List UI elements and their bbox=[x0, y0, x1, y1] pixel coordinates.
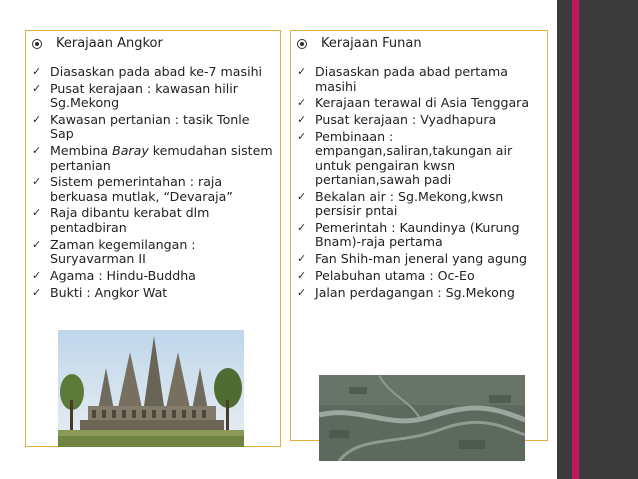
list-item-text: Pusat kerajaan : Vyadhapura bbox=[315, 111, 497, 127]
list-item-text: Jalan perdagangan : Sg.Mekong bbox=[315, 284, 515, 300]
list-item-text: Raja dibantu kerabat dlm pentadbiran bbox=[50, 205, 214, 235]
angkor-list bbox=[32, 65, 276, 302]
list-item-text: Pelabuhan utama : Oc-Eo bbox=[315, 267, 475, 283]
checkmark-icon: ✓ bbox=[297, 285, 307, 299]
list-item bbox=[32, 206, 276, 235]
list-item-text: Zaman kegemilangan : Suryavarman II bbox=[50, 236, 200, 267]
list-item bbox=[32, 269, 276, 284]
list-item-text: Membina Baray kemudahan sistem pertanian bbox=[50, 143, 277, 173]
angkor-heading-row bbox=[32, 35, 163, 52]
accent-stripe bbox=[572, 0, 579, 479]
list-item bbox=[32, 286, 276, 301]
list-item bbox=[297, 130, 543, 188]
list-item-text: Kerajaan terawal di Asia Tenggara bbox=[315, 95, 530, 111]
list-item bbox=[32, 144, 276, 173]
funan-heading-row bbox=[297, 35, 422, 52]
list-item-text: Bekalan air : Sg.Mekong,kwsn persisir pntai bbox=[315, 188, 508, 219]
checkmark-icon: ✓ bbox=[297, 268, 307, 282]
checkmark-icon: ✓ bbox=[32, 285, 42, 299]
decorative-side-band bbox=[557, 0, 638, 479]
checkmark-icon: ✓ bbox=[32, 65, 42, 78]
checkmark-icon: ✓ bbox=[32, 175, 42, 189]
checkmark-icon: ✓ bbox=[32, 237, 42, 251]
angkor-heading: Kerajaan Angkor bbox=[56, 36, 163, 51]
funan-list bbox=[297, 65, 543, 302]
list-item bbox=[297, 65, 543, 94]
angkor-wat-photo bbox=[58, 330, 244, 447]
checkmark-icon: ✓ bbox=[297, 129, 307, 143]
list-item bbox=[297, 221, 543, 250]
list-item-text: Diasaskan pada abad ke-7 masihi bbox=[50, 64, 263, 79]
list-item bbox=[32, 65, 276, 80]
funan-heading: Kerajaan Funan bbox=[321, 36, 422, 51]
list-item-text: Pembinaan : empangan,saliran,takungan air untuk pengairan kwsn pertanian,sawah padi bbox=[315, 128, 517, 188]
checkmark-icon: ✓ bbox=[297, 189, 307, 203]
checkmark-icon: ✓ bbox=[297, 252, 307, 266]
target-bullet-icon bbox=[297, 39, 307, 49]
list-item-text: Bukti : Angkor Wat bbox=[50, 284, 168, 300]
checkmark-icon: ✓ bbox=[297, 65, 307, 78]
list-item bbox=[297, 96, 543, 111]
list-item bbox=[32, 175, 276, 204]
mekong-river-aerial-photo bbox=[319, 375, 525, 461]
list-item-text: Kawasan pertanian : tasik Tonle Sap bbox=[50, 111, 254, 142]
list-item bbox=[297, 286, 543, 301]
checkmark-icon: ✓ bbox=[297, 220, 307, 234]
checkmark-icon: ✓ bbox=[32, 268, 42, 282]
checkmark-icon: ✓ bbox=[297, 112, 307, 126]
list-item bbox=[32, 113, 276, 142]
list-item-text: Diasaskan pada abad pertama masihi bbox=[315, 64, 512, 94]
list-item bbox=[32, 82, 276, 111]
list-item-text: Pusat kerajaan : kawasan hilir Sg.Mekong bbox=[50, 80, 242, 111]
checkmark-icon: ✓ bbox=[32, 112, 42, 126]
list-item bbox=[297, 113, 543, 128]
list-item bbox=[297, 269, 543, 284]
checkmark-icon: ✓ bbox=[32, 144, 42, 158]
target-bullet-icon bbox=[32, 39, 42, 49]
checkmark-icon: ✓ bbox=[32, 81, 42, 95]
checkmark-icon: ✓ bbox=[32, 206, 42, 220]
list-item-text: Agama : Hindu-Buddha bbox=[50, 267, 196, 283]
list-item-text: Fan Shih-man jeneral yang agung bbox=[315, 251, 527, 267]
list-item bbox=[32, 238, 276, 267]
list-item bbox=[297, 190, 543, 219]
list-item bbox=[297, 252, 543, 267]
checkmark-icon: ✓ bbox=[297, 96, 307, 110]
list-item-text: Sistem pemerintahan : raja berkuasa mutlak, “Devaraja” bbox=[50, 174, 233, 204]
list-item-text: Pemerintah : Kaundinya (Kurung Bnam)-raja pertama bbox=[315, 219, 524, 250]
